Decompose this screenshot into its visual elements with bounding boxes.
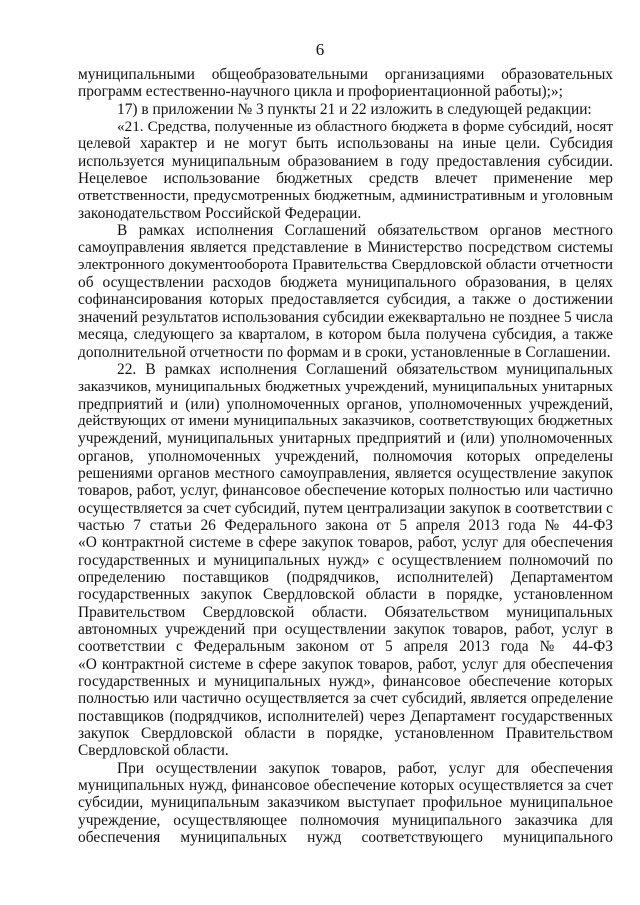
text-line: Свердловской области. <box>78 742 229 760</box>
text-line: ответственности, предусмотренных бюджетным, административным и уголовным <box>78 187 613 205</box>
text-line: субсидии, муниципальным заказчиком выступает профильное муниципальное <box>78 794 613 812</box>
text-line: государственных и муниципальных нужд» с осуществлением полномочий по <box>78 551 613 569</box>
text-line: «О контрактной системе в сфере закупок товаров, работ, услуг для обеспечения <box>78 655 613 673</box>
text-line: об осуществлении расходов бюджета муниципального образования, в целях <box>78 274 613 292</box>
text-line: «О контрактной системе в сфере закупок товаров, работ, услуг для обеспечения <box>78 534 613 552</box>
page-number: 6 <box>315 40 325 59</box>
text-line: закупок Свердловской области в порядке, установленном Правительством <box>78 725 613 743</box>
text-line: Нецелевое использование бюджетных средств влечет применение мер <box>78 170 613 188</box>
text-line: муниципальных нужд, финансовое обеспечение которых осуществляется за счет <box>78 777 613 795</box>
text-line: осуществляется за счет субсидий, путем централизации закупок в соответствии с <box>78 499 614 517</box>
text-line: государственных закупок Свердловской области в порядке, установленном <box>78 586 613 604</box>
text-line: месяца, следующего за кварталом, в котором была получена субсидия, а также <box>78 326 613 344</box>
text-line: 22. В рамках исполнения Соглашений обязательством муниципальных <box>117 360 613 378</box>
text-line: учреждение, осуществляющее полномочия муниципального заказчика для <box>78 811 613 829</box>
text-line: обеспечения муниципальных нужд соответствующего муниципального <box>78 829 613 847</box>
text-line: целевой характер и не могут быть использованы на иные цели. Субсидия <box>78 135 613 153</box>
text-line: учреждений, муниципальных унитарных предприятий и (или) уполномоченных <box>78 430 613 448</box>
text-line: поставщиков (подрядчиков, исполнителей) через Департамент государственных <box>78 707 613 725</box>
text-line: действующих от имени муниципальных заказчиков, соответствующих бюджетных <box>78 412 613 429</box>
text-line: программ естественно-научного цикла и профориентационной работы);»; <box>78 83 563 101</box>
text-line: полностью или частично осуществляется за счет субсидий, является определение <box>78 690 613 708</box>
text-line: автономных учреждений при осуществлении закупок товаров, работ, услуг в <box>78 621 613 638</box>
text-line: При осуществлении закупок товаров, работ, услуг для обеспечения <box>117 759 613 777</box>
text-line: решениями органов местного самоуправления, является осуществление закупок <box>78 464 613 482</box>
text-line: 17) в приложении № 3 пункты 21 и 22 изложить в следующей редакции: <box>117 100 592 118</box>
text-line: законодательством Российской Федерации. <box>78 204 362 222</box>
document-body <box>78 66 613 846</box>
text-line: софинансирования которых предоставляется субсидия, а также о достижении <box>78 291 613 309</box>
text-line: товаров, работ, услуг, финансовое обеспечение которых полностью или частично <box>78 482 613 500</box>
text-line: самоуправления является представление в Министерство посредством системы <box>78 239 613 257</box>
text-line: государственных и муниципальных нужд», финансовое обеспечение которых <box>78 673 613 691</box>
text-line: заказчиков, муниципальных бюджетных учреждений, муниципальных унитарных <box>78 378 613 396</box>
text-line: «21. Средства, полученные из областного бюджета в форме субсидий, носят <box>117 118 613 136</box>
text-line: используется муниципальным образованием в году предоставления субсидии. <box>78 152 613 170</box>
text-line: муниципальными общеобразовательными организациями образовательных <box>78 66 613 83</box>
text-line: Правительством Свердловской области. Обязательством муниципальных <box>78 603 613 621</box>
text-line: частью 7 статьи 26 Федерального закона от 5 апреля 2013 года № 44-ФЗ <box>78 516 613 534</box>
text-line: значений результатов использования субсидии ежеквартально не позднее 5 числа <box>78 308 613 326</box>
text-line: органов, уполномоченных учреждений, полномочия которых определены <box>78 447 613 465</box>
text-line: электронного документооборота Правительства Свердловской области отчетности <box>78 256 613 273</box>
text-line: соответствии с Федеральным законом от 5 апреля 2013 года № 44-ФЗ <box>78 638 613 656</box>
text-line: предприятий и (или) уполномоченных органов, уполномоченных учреждений, <box>78 395 613 413</box>
text-line: определению поставщиков (подрядчиков, исполнителей) Департаментом <box>78 568 613 586</box>
text-line: В рамках исполнения Соглашений обязательством органов местного <box>117 222 613 240</box>
text-line: дополнительной отчетности по формам и в сроки, установленные в Соглашении. <box>78 343 611 361</box>
